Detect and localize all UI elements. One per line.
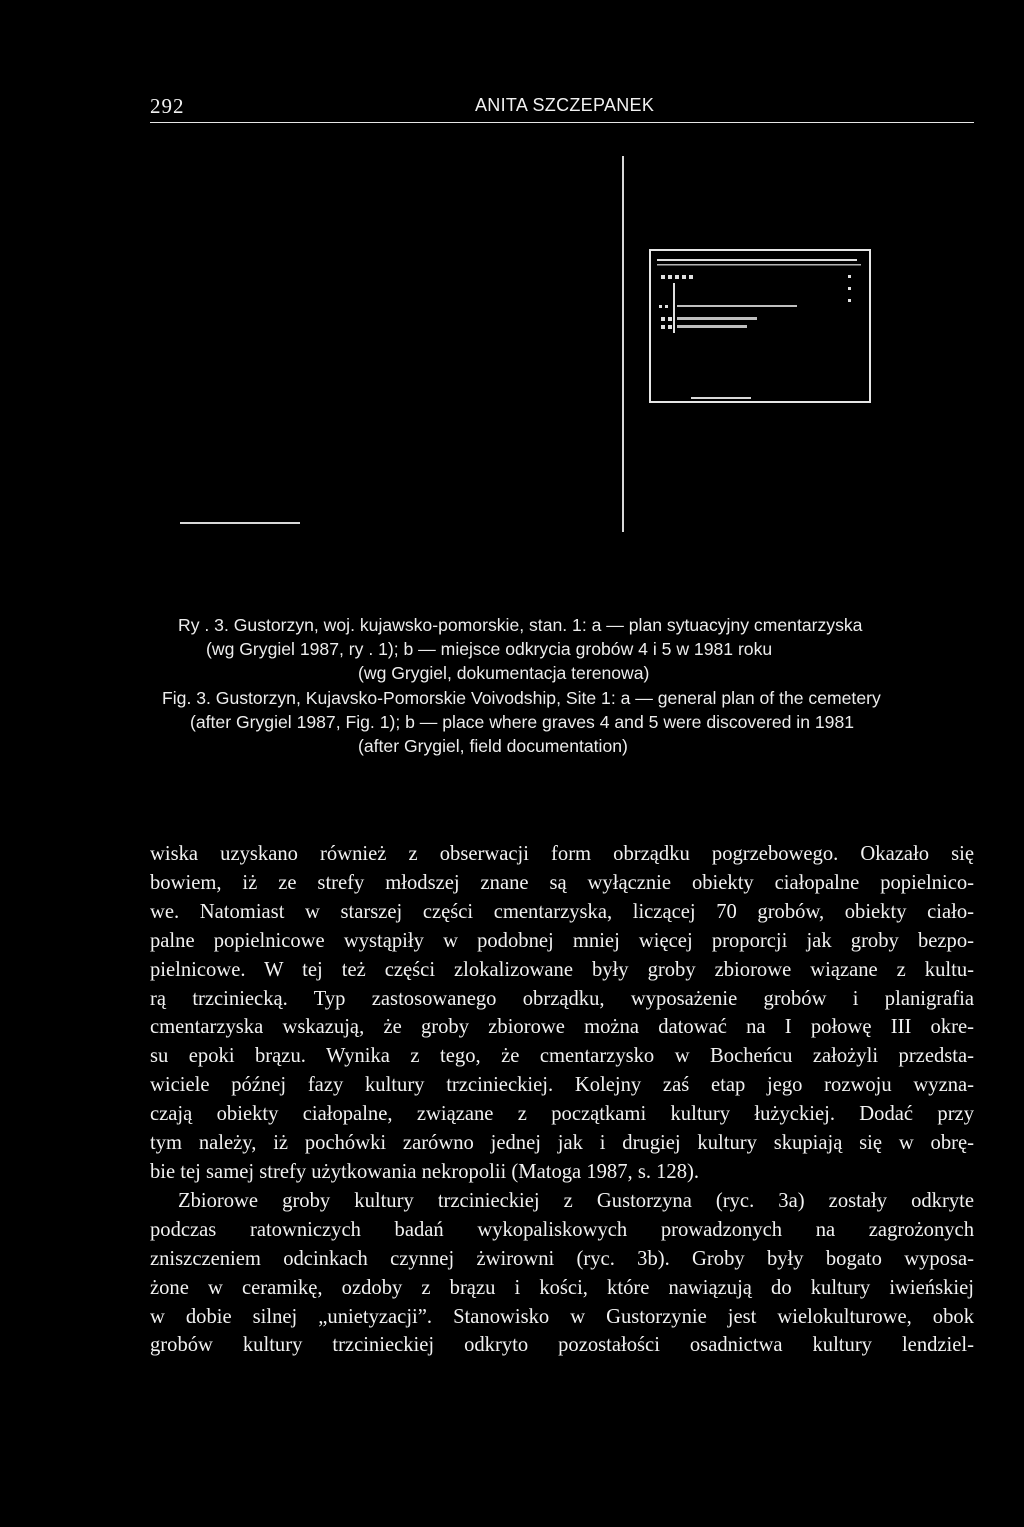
- body-line: grobów kultury trzcinieckiej odkryto pozostałości osadnictwa kultury lendziel-: [150, 1334, 974, 1357]
- body-line: wiska uzyskano również z obserwacji form obrządku pogrzebowego. Okazało się: [150, 843, 974, 865]
- figure-caption: [150, 613, 974, 758]
- body-line: rą trzciniecką. Typ zastosowanego obrządku, wyposażenie grobów i planigrafia: [150, 987, 974, 1010]
- caption-line-pl-1: Ry . 3. Gustorzyn, woj. kujawsko-pomorskie, stan. 1: a — plan sytuacyjny cmentarzyska: [178, 615, 863, 635]
- body-line: czają obiekty ciałopalne, związane z początkami kultury łużyckiej. Dodać przy: [150, 1103, 974, 1126]
- body-line: pielnicowe. W tej też części zlokalizowane były groby zbiorowe wiązane z kultu-: [150, 958, 974, 981]
- figure-inset-plan-b: [649, 249, 871, 403]
- body-line: podczas ratowniczych badań wykopaliskowych prowadzonych na zagrożonych: [150, 1218, 974, 1241]
- figure-divider-line: [622, 156, 624, 532]
- body-line: bowiem, iż ze strefy młodszej znane są wyłącznie obiekty ciałopalne popielnico-: [150, 871, 974, 894]
- caption-line-en-1: Fig. 3. Gustorzyn, Kujavsko-Pomorskie Voivodship, Site 1: a — general plan of the cemetery: [162, 687, 881, 708]
- body-line: Zbiorowe groby kultury trzcinieckiej z Gustorzyna (ryc. 3a) zostały odkryte: [178, 1189, 974, 1212]
- caption-line-pl-2: (wg Grygiel 1987, ry . 1); b — miejsce odkrycia grobów 4 i 5 w 1981 roku: [206, 639, 773, 660]
- running-head: ANITA SZCZEPANEK: [475, 95, 655, 115]
- body-line: we. Natomiast w starszej części cmentarzyska, liczącej 70 grobów, obiekty ciało-: [150, 900, 974, 923]
- body-line: tym należy, iż pochówki zarówno jednej jak i drugiej kultury skupiają się w obrę-: [150, 1132, 974, 1155]
- page-header: [150, 90, 974, 123]
- figure-scale-bar-a: [180, 522, 300, 524]
- body-line: palne popielnicowe wystąpiły w podobnej mniej więcej proporcji jak groby bezpo-: [150, 929, 974, 952]
- body-line: su epoki brązu. Wynika z tego, że cmentarzysko w Bocheńcu założyli przedsta-: [150, 1045, 974, 1068]
- body-line: żone w ceramikę, ozdoby z brązu i kości, które nawiązują do kultury iwieńskiej: [150, 1276, 974, 1299]
- body-line: wiciele późnej fazy kultury trzcinieckiej. Kolejny zaś etap jego rozwoju wyzna-: [150, 1074, 974, 1097]
- body-text: [150, 840, 974, 1360]
- figure-3: [150, 140, 974, 610]
- caption-line-en-3: (after Grygiel, field documentation): [358, 736, 628, 757]
- body-line: bie tej samej strefy użytkowania nekropolii (Matoga 1987, s. 128).: [150, 1160, 700, 1183]
- caption-line-en-2: (after Grygiel 1987, Fig. 1); b — place where graves 4 and 5 were discovered in 1981: [190, 711, 855, 732]
- grave-plan-drawing: [655, 255, 867, 341]
- caption-line-pl-3: (wg Grygiel, dokumentacja terenowa): [358, 663, 650, 684]
- figure-scale-bar-b: [691, 397, 751, 399]
- body-line: w dobie silnej „unietyzacji”. Stanowisko w Gustorzynie jest wielokulturowe, obok: [150, 1305, 974, 1328]
- body-line: zniszczeniem odcinkach czynnej żwirowni (ryc. 3b). Groby były bogato wyposa-: [150, 1247, 974, 1270]
- body-line: cmentarzyska wskazują, że groby zbiorowe można datować na I połowę III okre-: [150, 1016, 974, 1039]
- page-number: 292: [150, 94, 185, 118]
